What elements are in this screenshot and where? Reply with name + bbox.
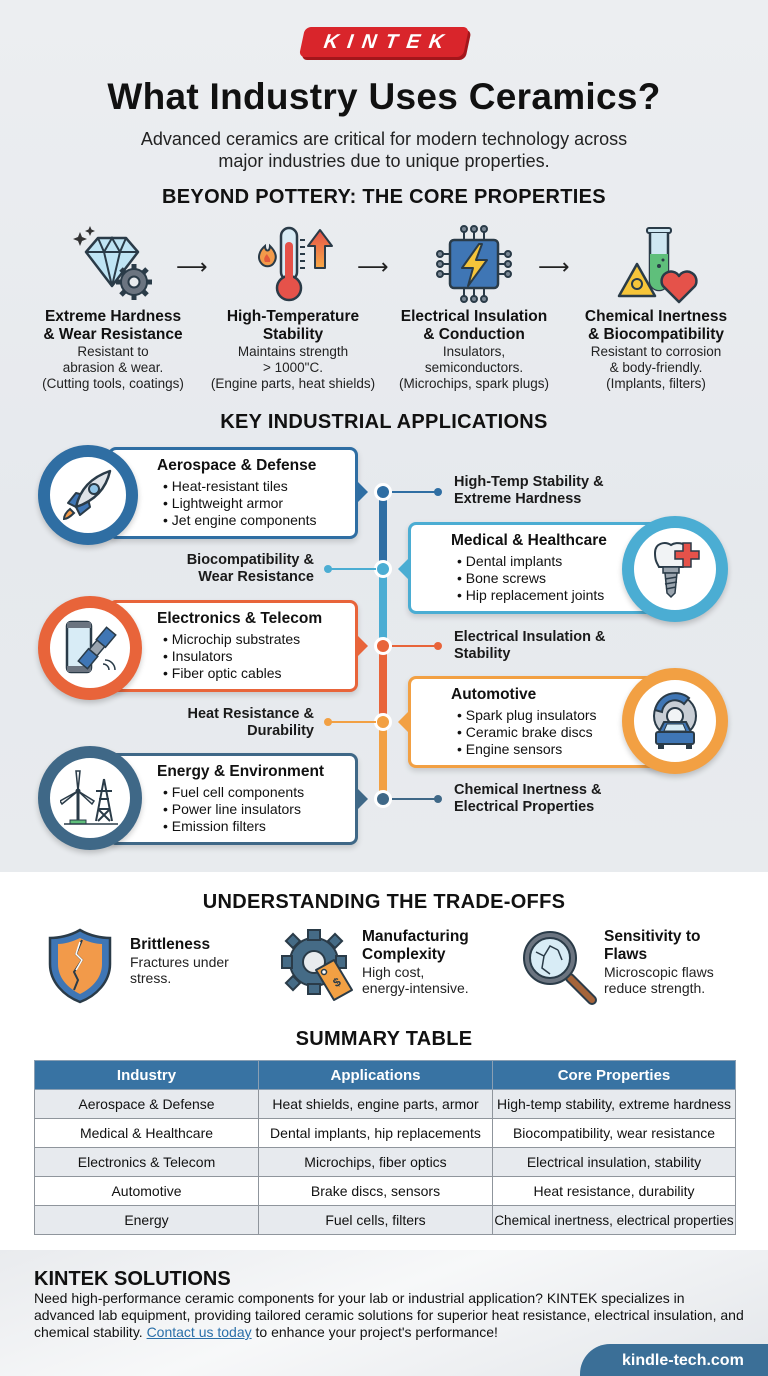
dental-implant-icon bbox=[622, 516, 728, 622]
microchip-bolt-icon bbox=[384, 222, 564, 306]
test-tube-heart-icon bbox=[566, 222, 746, 306]
connector-line bbox=[392, 798, 438, 800]
connector-dot bbox=[324, 718, 332, 726]
magnifier-crack-icon bbox=[518, 926, 598, 1006]
page-title: What Industry Uses Ceramics? bbox=[107, 76, 661, 117]
property-label: High-Temp Stability & Extreme Hardness bbox=[454, 474, 604, 507]
column-header: Core Properties bbox=[493, 1061, 736, 1090]
column-header: Industry bbox=[35, 1061, 259, 1090]
cracked-shield-icon bbox=[44, 926, 124, 1006]
property-temperature bbox=[203, 222, 383, 392]
column-header: Applications bbox=[259, 1061, 493, 1090]
connector-line bbox=[392, 491, 438, 493]
summary-table bbox=[34, 1060, 736, 1235]
property-title: High-Temperature Stability bbox=[226, 308, 360, 343]
property-desc: Maintains strength > 1000"C. (Engine parts, heat shields) bbox=[210, 344, 376, 391]
thermometer-icon bbox=[203, 222, 383, 306]
property-label: Chemical Inertness & Electrical Properties bbox=[454, 782, 602, 815]
table-row: Automotive Brake discs, sensors Heat resistance, durability bbox=[35, 1177, 736, 1206]
property-desc: Resistant to abrasion & wear. (Cutting tools, coatings) bbox=[42, 344, 184, 391]
tradeoff-brittleness: Brittleness Fractures under stress. bbox=[44, 926, 229, 1006]
timeline-node bbox=[374, 560, 392, 578]
table-row: Aerospace & Defense Heat shields, engine parts, armor High-temp stability, extreme hardness bbox=[35, 1090, 736, 1119]
property-title: Electrical Insulation & Conduction bbox=[400, 308, 548, 343]
property-label: Heat Resistance & Durability bbox=[187, 706, 314, 739]
timeline-node bbox=[374, 483, 392, 501]
tradeoff-manufacturing: $ Manufacturing Complexity High cost, energy-intensive. bbox=[278, 926, 469, 1006]
bullet-list: • Microchip substrates • Insulators • Fiber optic cables bbox=[157, 631, 355, 682]
kintek-logo[interactable]: KINTEK bbox=[299, 27, 469, 57]
connector-line bbox=[328, 721, 376, 723]
connector-line bbox=[328, 568, 376, 570]
properties-heading: BEYOND POTTERY: THE CORE PROPERTIES bbox=[162, 186, 606, 208]
timeline-segment bbox=[379, 722, 387, 798]
car-brake-icon bbox=[622, 668, 728, 774]
connector-line bbox=[392, 645, 438, 647]
bullet-list: • Fuel cell components • Power line insulators • Emission filters bbox=[157, 784, 355, 835]
tradeoff-flaws: Sensitivity to Flaws Microscopic flaws reduce strength. bbox=[518, 926, 714, 1006]
timeline-node bbox=[374, 713, 392, 731]
card-pointer bbox=[398, 559, 408, 579]
rocket-icon bbox=[38, 445, 138, 545]
website-link[interactable]: kindle-tech.com bbox=[580, 1344, 768, 1376]
arrow-right-icon: ⟶ bbox=[538, 254, 570, 279]
card-automotive: Automotive • Spark plug insulators • Ceramic brake discs • Engine sensors bbox=[408, 676, 666, 768]
connector-dot bbox=[434, 642, 442, 650]
footer-text: Need high-performance ceramic components for your lab or industrial application? KINTEK specializes in advanced lab equipment, providing tailored ceramic solutions for superior heat resistance, electrical insulation, and chemical stability. Contact us today to enhance your project's performance! bbox=[34, 1290, 744, 1340]
property-desc: Insulators, semiconductors. (Microchips, spark plugs) bbox=[398, 344, 550, 391]
table-row: Energy Fuel cells, filters Chemical inertness, electrical properties bbox=[35, 1206, 736, 1235]
page-subtitle: Advanced ceramics are critical for modern technology across major industries due to unique properties. bbox=[140, 129, 628, 171]
timeline-node bbox=[374, 790, 392, 808]
arrow-right-icon: ⟶ bbox=[176, 254, 208, 279]
table-row: Medical & Healthcare Dental implants, hip replacements Biocompatibility, wear resistance bbox=[35, 1119, 736, 1148]
property-electrical bbox=[384, 222, 564, 392]
timeline-segment bbox=[379, 492, 387, 569]
contact-link[interactable]: Contact us today bbox=[146, 1324, 252, 1340]
table-header-row bbox=[35, 1061, 736, 1090]
connector-dot bbox=[434, 488, 442, 496]
card-pointer bbox=[358, 636, 368, 656]
property-desc: Resistant to corrosion & body-friendly. (Implants, filters) bbox=[590, 344, 722, 391]
bullet-list: • Heat-resistant tiles • Lightweight armor • Jet engine components bbox=[157, 478, 355, 529]
card-aerospace: Aerospace & Defense • Heat-resistant tiles • Lightweight armor • Jet engine components bbox=[108, 447, 358, 539]
phone-satellite-icon bbox=[38, 596, 142, 700]
property-label: Biocompatibility & Wear Resistance bbox=[186, 552, 314, 585]
property-title: Extreme Hardness & Wear Resistance bbox=[43, 308, 183, 343]
property-title: Chemical Inertness & Biocompatibility bbox=[584, 308, 728, 343]
card-pointer bbox=[398, 712, 408, 732]
timeline-segment bbox=[379, 569, 387, 646]
connector-dot bbox=[324, 565, 332, 573]
timeline-segment bbox=[379, 646, 387, 722]
card-electronics: Electronics & Telecom • Microchip substrates • Insulators • Fiber optic cables bbox=[108, 600, 358, 692]
card-pointer bbox=[358, 789, 368, 809]
card-pointer bbox=[358, 482, 368, 502]
wind-turbine-icon bbox=[38, 746, 142, 850]
card-medical: Medical & Healthcare • Dental implants • Bone screws • Hip replacement joints bbox=[408, 522, 666, 614]
connector-dot bbox=[434, 795, 442, 803]
card-energy: Energy & Environment • Fuel cell components • Power line insulators • Emission filters bbox=[108, 753, 358, 845]
bullet-list: • Dental implants • Bone screws • Hip replacement joints bbox=[451, 553, 663, 604]
svg-text:$: $ bbox=[330, 974, 344, 991]
applications-heading: KEY INDUSTRIAL APPLICATIONS bbox=[220, 411, 548, 433]
tradeoffs-heading: UNDERSTANDING THE TRADE-OFFS bbox=[202, 891, 566, 913]
arrow-right-icon: ⟶ bbox=[357, 254, 389, 279]
property-chemical bbox=[566, 222, 746, 392]
gear-price-tag-icon bbox=[278, 926, 358, 1006]
footer-title: KINTEK SOLUTIONS bbox=[34, 1268, 231, 1290]
timeline-node bbox=[374, 637, 392, 655]
property-label: Electrical Insulation & Stability bbox=[454, 629, 606, 662]
summary-heading: SUMMARY TABLE bbox=[295, 1028, 473, 1050]
property-hardness bbox=[23, 222, 203, 392]
table-row: Electronics & Telecom Microchips, fiber optics Electrical insulation, stability bbox=[35, 1148, 736, 1177]
bullet-list: • Spark plug insulators • Ceramic brake discs • Engine sensors bbox=[451, 707, 663, 758]
